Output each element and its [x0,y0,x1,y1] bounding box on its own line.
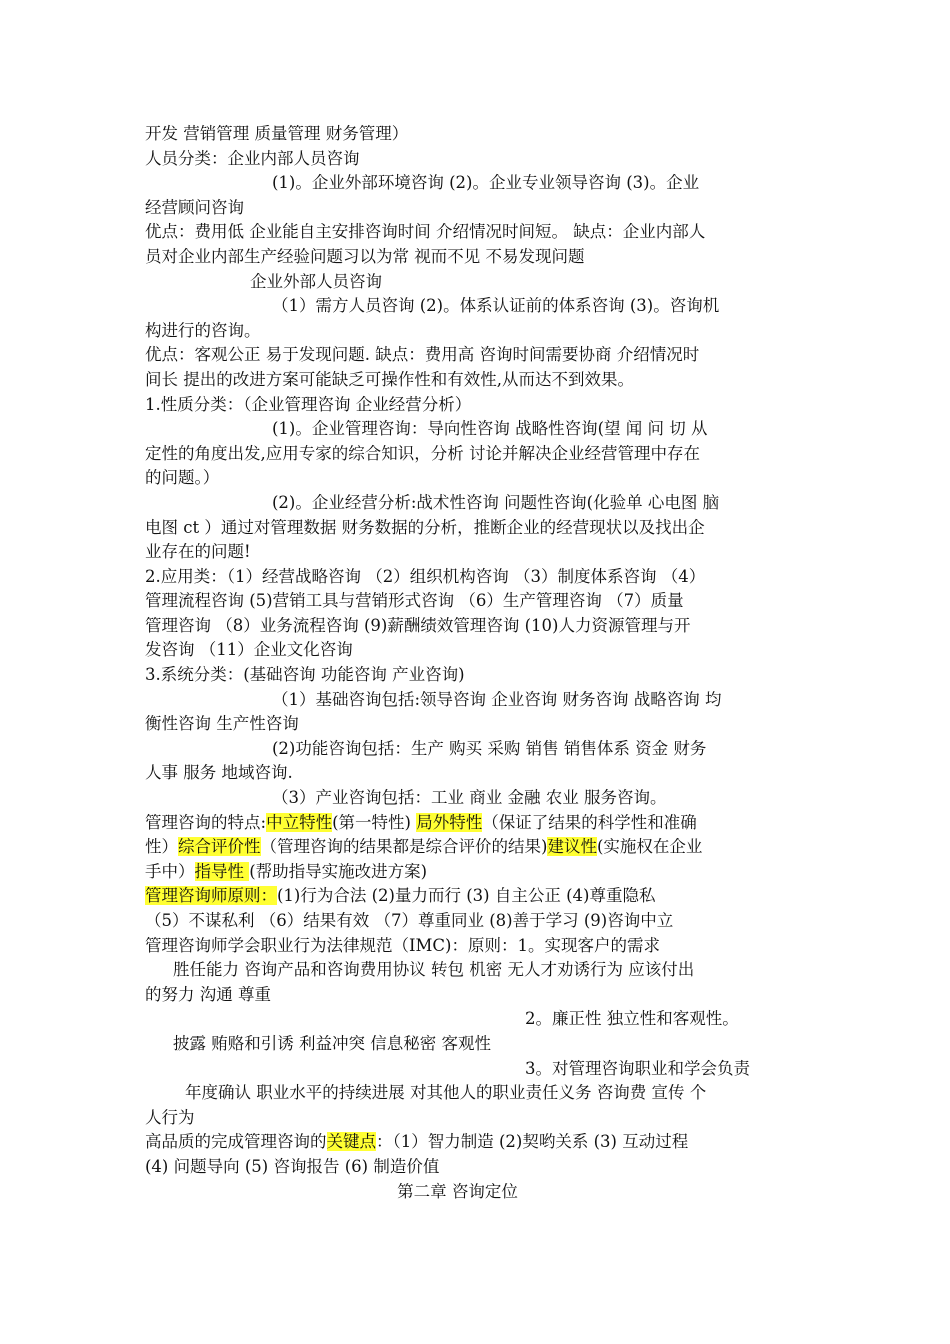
text-segment: 优点：客观公正 易于发现问题. 缺点：费用高 咨询时间需要协商 介绍情况时 [145,345,700,365]
text-segment: 的努力 沟通 尊重 [145,984,271,1004]
text-line [145,466,810,491]
text-segment: （1）基础咨询包括:领导咨询 企业咨询 财务咨询 战略咨询 均 [272,689,722,709]
text-segment: 1.性质分类：（企业管理咨询 企业经营分析） [145,394,472,414]
text-line [145,491,810,516]
text-segment: （5）不谋私利 （6）结果有效 （7）尊重同业 (8)善于学习 (9)咨询中立 [145,911,674,930]
text-line [145,1180,810,1205]
text-line [145,368,810,393]
text-line [145,1106,810,1131]
text-segment: 发咨询 （11）企业文化咨询 [145,640,353,660]
text-line [145,171,810,196]
text-segment: （管理咨询的结果都是综合评价的结果) [260,837,548,857]
text-segment: （3）产业咨询包括：工业 商业 金融 农业 服务咨询。 [272,788,667,808]
text-line [145,614,810,639]
text-segment: (1)。企业外部环境咨询 (2)。企业专业领导咨询 (3)。企业 [272,173,700,193]
text-segment: (1)行为合法 (2)量力而行 (3) 自主公正 (4)尊重隐私 [277,886,656,906]
text-line [145,811,810,836]
text-line [145,712,810,737]
highlighted-text: 中立特性 [266,812,333,832]
text-segment: 构进行的咨询。 [145,320,261,340]
text-segment: 年度确认 职业水平的持续进展 对其他人的职业责任义务 咨询费 宣传 个 [185,1083,707,1103]
text-segment: 第二章 咨询定位 [397,1181,518,1201]
text-line [145,1057,810,1082]
text-line [145,761,810,786]
document-page [145,122,810,1204]
text-segment: 2。廉正性 独立性和客观性。 [525,1009,739,1029]
text-line [145,860,810,885]
text-segment: 披露 贿赂和引诱 利益冲突 信息秘密 客观性 [173,1033,491,1053]
text-segment: （保证了结果的科学性和准确 [482,812,697,832]
text-line [145,516,810,541]
text-line [145,147,810,172]
text-line [145,786,810,811]
highlighted-text: 局外特性 [416,812,483,832]
text-segment: 优点：费用低 企业能自主安排咨询时间 介绍情况时间短。 缺点：企业内部人 [145,222,706,242]
highlighted-text: 综合评价性 [178,837,261,857]
text-segment: 2.应用类：（1）经营战略咨询 （2）组织机构咨询 （3）制度体系咨询 （4） [145,566,706,586]
highlighted-text: 关键点 [326,1132,376,1152]
text-segment: 业存在的问题! [145,542,251,562]
text-line [145,909,810,934]
text-segment: 开发 营销管理 质量管理 财务管理） [145,124,409,143]
text-segment: 管理咨询的特点: [145,812,267,832]
text-segment: (4) 问题导向 (5) 咨询报告 (6) 制造价值 [145,1156,440,1176]
text-line [145,663,810,688]
text-segment: 间长 提出的改进方案可能缺乏可操作性和有效性,从而达不到效果。 [145,369,634,389]
text-line [145,884,810,909]
text-segment: 手中） [145,861,195,881]
text-line [145,835,810,860]
text-segment: 的问题。） [145,468,220,488]
text-line [145,1032,810,1057]
text-line [145,1155,810,1180]
text-line [145,1081,810,1106]
text-segment: (第一特性) [332,812,417,832]
text-line [145,1007,810,1032]
text-line [145,565,810,590]
text-line [145,196,810,221]
highlighted-text: 指导性 [194,861,250,881]
text-segment: 管理咨询 （8）业务流程咨询 (9)薪酬绩效管理咨询 (10)人力资源管理与开 [145,615,691,635]
text-line [145,245,810,270]
text-segment: 人行为 [145,1107,195,1127]
text-segment: 企业外部人员咨询 [250,271,382,291]
text-line [145,540,810,565]
text-segment: 管理流程咨询 (5)营销工具与营销形式咨询 （6）生产管理咨询 （7）质量 [145,591,684,611]
text-line [145,343,810,368]
text-segment: (2)功能咨询包括：生产 购买 采购 销售 销售体系 资金 财务 [272,738,707,758]
text-segment: (2)。企业经营分析:战术性咨询 问题性咨询(化验单 心电图 脑 [272,492,720,512]
text-line [145,270,810,295]
text-line [145,393,810,418]
text-segment: 性） [145,837,178,857]
text-segment: 人事 服务 地域咨询. [145,763,293,783]
text-segment: (1)。企业管理咨询：导向性咨询 战略性咨询(望 闻 问 切 从 [272,419,708,439]
text-segment: 3.系统分类：(基础咨询 功能咨询 产业咨询) [145,665,465,685]
text-segment: ：（1）智力制造 (2)契哟关系 (3) 互动过程 [376,1132,689,1152]
text-line [145,934,810,959]
text-segment: 管理咨询师学会职业行为法律规范（IMC)：原则：1。实现客户的需求 [145,935,660,955]
text-segment: 衡性咨询 生产性咨询 [145,714,299,734]
text-segment: 高品质的完成管理咨询的 [145,1132,327,1152]
text-segment: 人员分类：企业内部人员咨询 [145,148,360,168]
text-segment: 胜任能力 咨询产品和咨询费用协议 转包 机密 无人才劝诱行为 应该付出 [173,960,695,980]
highlighted-text: 管理咨询师原则： [145,886,277,906]
text-segment: 电图 ct ）通过对管理数据 财务数据的分析，推断企业的经营现状以及找出企 [145,517,705,537]
text-line [145,737,810,762]
text-line [145,638,810,663]
text-line [145,589,810,614]
text-segment: 3。对管理咨询职业和学会负责 [525,1058,750,1078]
text-line [145,122,810,147]
text-line [145,294,810,319]
text-line [145,1130,810,1155]
text-line [145,442,810,467]
text-segment: 员对企业内部生产经验问题习以为常 视而不见 不易发现问题 [145,246,585,266]
text-segment: 定性的角度出发,应用专家的综合知识，分析 讨论并解决企业经营管理中存在 [145,443,700,463]
text-line [145,319,810,344]
text-line [145,688,810,713]
text-segment: (帮助指导实施改进方案) [249,861,428,881]
text-line [145,983,810,1008]
highlighted-text: 建议性 [547,837,597,857]
text-segment: (实施权在企业 [596,837,703,857]
text-line [145,417,810,442]
text-line [145,958,810,983]
text-segment: （1）需方人员咨询 (2)。体系认证前的体系咨询 (3)。咨询机 [272,296,720,316]
text-line [145,220,810,245]
text-segment: 经营顾问咨询 [145,197,244,217]
